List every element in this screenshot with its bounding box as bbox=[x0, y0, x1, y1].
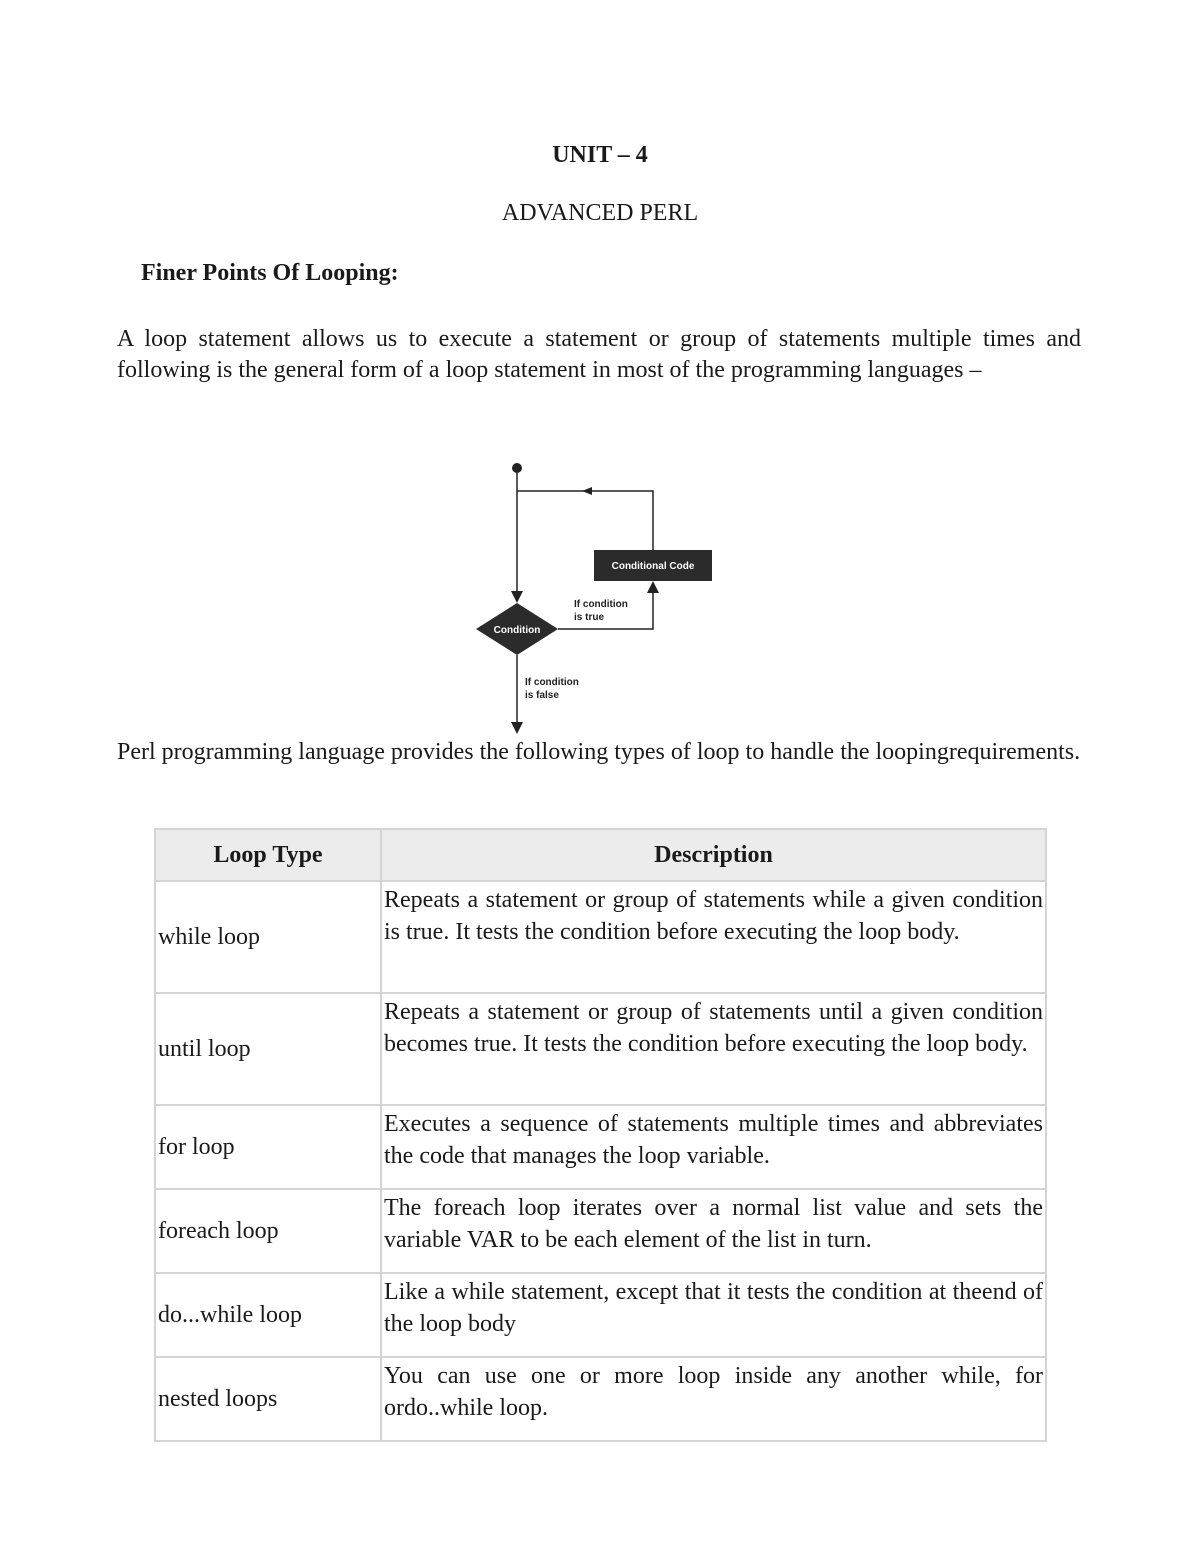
column-header-description: Description bbox=[381, 829, 1046, 881]
loop-flowchart bbox=[470, 458, 720, 738]
description-cell: Repeats a statement or group of statements until a given condition becomes true. It tests the condition before executing the loop body. bbox=[381, 993, 1046, 1105]
table-row bbox=[155, 1357, 1046, 1441]
loop-type-cell: while loop bbox=[155, 881, 381, 993]
types-intro-paragraph: Perl programming language provides the following types of loop to handle the loopingrequirements. bbox=[117, 739, 1081, 765]
description-cell: Repeats a statement or group of statements while a given condition is true. It tests the condition before executing the loop body. bbox=[381, 881, 1046, 993]
loop-type-cell: foreach loop bbox=[155, 1189, 381, 1273]
description-cell: The foreach loop iterates over a normal list value and sets the variable VAR to be each element of the list in turn. bbox=[381, 1189, 1046, 1273]
column-header-loop-type: Loop Type bbox=[155, 829, 381, 881]
intro-paragraph: A loop statement allows us to execute a statement or group of statements multiple times and following is the general form of a loop statement in most of the programming languages – bbox=[117, 326, 1081, 383]
true-label-line1: If condition bbox=[574, 599, 628, 610]
loop-type-cell: until loop bbox=[155, 993, 381, 1105]
loop-type-cell: for loop bbox=[155, 1105, 381, 1189]
description-cell: You can use one or more loop inside any another while, for ordo..while loop. bbox=[381, 1357, 1046, 1441]
subject-title: ADVANCED PERL bbox=[501, 200, 699, 226]
unit-title: UNIT – 4 bbox=[552, 142, 648, 168]
table-row bbox=[155, 1105, 1046, 1189]
loop-back-line bbox=[517, 491, 653, 550]
false-label-line1: If condition bbox=[525, 677, 579, 688]
loop-type-cell: nested loops bbox=[155, 1357, 381, 1441]
false-label-line2: is false bbox=[525, 690, 559, 701]
section-heading: Finer Points Of Looping: bbox=[141, 260, 399, 286]
table-row bbox=[155, 881, 1046, 993]
true-label-line2: is true bbox=[574, 612, 605, 623]
table-row bbox=[155, 1273, 1046, 1357]
loop-types-table bbox=[154, 828, 1047, 1442]
table-header-row bbox=[155, 829, 1046, 881]
description-cell: Like a while statement, except that it tests the condition at theend of the loop body bbox=[381, 1273, 1046, 1357]
table-row bbox=[155, 993, 1046, 1105]
table-row bbox=[155, 1189, 1046, 1273]
condition-label: Condition bbox=[493, 625, 541, 636]
loop-back-arrow bbox=[582, 487, 592, 495]
description-cell: Executes a sequence of statements multiple times and abbreviates the code that manages the loop variable. bbox=[381, 1105, 1046, 1189]
conditional-code-label: Conditional Code bbox=[611, 561, 695, 572]
loop-type-cell: do...while loop bbox=[155, 1273, 381, 1357]
